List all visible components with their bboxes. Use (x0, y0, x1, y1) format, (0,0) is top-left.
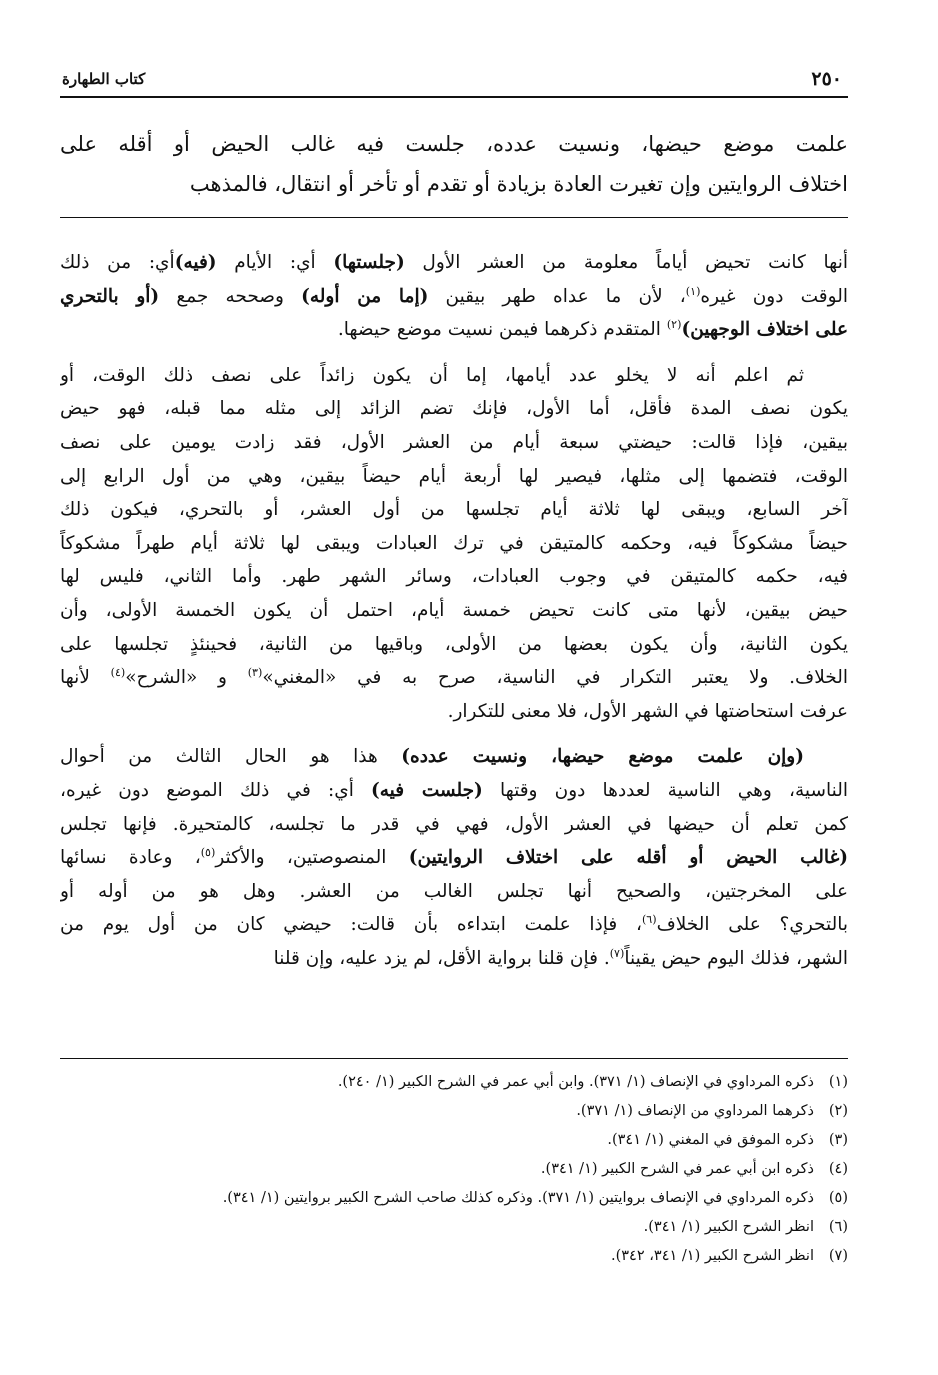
bold-quote: (جلست فيه) (371, 779, 483, 801)
footnote-ref: (١) (685, 284, 701, 298)
footnote-text: ذكره الموفق في المغني (١/ ٣٤١). (607, 1132, 814, 1148)
text-segment: وصححه جمع (159, 285, 302, 307)
text-line (60, 661, 848, 695)
text-line (60, 774, 848, 808)
footnote (60, 1097, 848, 1126)
text-segment: و «الشرح» (125, 667, 248, 689)
text-segment: حيض بيقين، لأنها متى كانت تحيض خمسة أيام، احتمل أن يكون الخمسة الأولى، وأن (60, 599, 848, 621)
text-segment: ، لأن ما عداه طهر بيقين (428, 285, 686, 307)
footnote (60, 1126, 848, 1155)
text-segment: بالتحري؟ على الخلاف (656, 914, 848, 936)
footnote-number: (٤) (828, 1161, 848, 1177)
footnote-number: (٢) (828, 1103, 848, 1119)
footnote (60, 1184, 848, 1213)
text-segment: المنصوصتين، والأكثر (215, 847, 409, 869)
text-segment: على المخرجتين، والصحيح أنها تجلس الغالب من العشر. وهل هو من أوله أو (60, 880, 848, 902)
text-segment: ثم اعلم أنه لا يخلو عدد أيامها، إما أن يكون زائداً على نصف ذلك الوقت، أو (60, 364, 804, 386)
footnotes (60, 1068, 848, 1271)
text-line (60, 942, 848, 976)
text-line (60, 124, 848, 164)
bold-quote: (أو بالتحري (60, 285, 160, 307)
bold-quote: (غالب الحيض أو أقله على اختلاف الروايتين) (408, 847, 848, 869)
footnote-number: (٥) (828, 1190, 848, 1206)
text-line (60, 392, 848, 426)
footnote-number: (٣) (828, 1132, 848, 1148)
footnote-text: انظر الشرح الكبير (١/ ٣٤١). (643, 1219, 814, 1235)
footnote-ref: (٧) (609, 946, 625, 960)
bold-quote: (إما من أوله) (301, 285, 429, 307)
text-segment: بيقين، فإذا قالت: حيضتي سبعة أيام من العشر الأول، فقد زادت يومين على نصف (60, 431, 848, 453)
footnote-number: (١) (828, 1074, 848, 1090)
footnote (60, 1155, 848, 1184)
text-line (60, 908, 848, 942)
text-segment: ، فإذا علمت ابتداءه بأن قالت: حيضي كان من أول يوم من (60, 914, 642, 936)
text-segment: الناسية، وهي الناسية لعددها دون وقتها (482, 779, 848, 801)
footnote-ref: (٦) (641, 913, 657, 927)
text-line (60, 313, 848, 347)
text-segment: أنها كانت تحيض أياماً معلومة من العشر الأول (404, 252, 848, 273)
footnote-ref: (٢) (666, 318, 682, 332)
footnote-text: ذكره المرداوي في الإنصاف بروايتين (١/ ٣٧١). وذكره كذلك صاحب الشرح الكبير بروايتين (١/ ٣٤١). (222, 1190, 814, 1206)
commentary (60, 246, 848, 987)
footnote-divider (60, 1058, 848, 1059)
footnote-text: ذكرهما المرداوي من الإنصاف (١/ ٣٧١). (576, 1103, 814, 1119)
bold-quote: (فيه) (174, 252, 217, 273)
footnote-number: (٦) (828, 1219, 848, 1235)
text-line (60, 695, 848, 729)
text-segment: اختلاف الروايتين وإن تغيرت العادة بزيادة أو تقدم أو تأخر أو انتقال، فالمذهب (189, 172, 848, 196)
text-line (60, 560, 848, 594)
text-line (60, 808, 848, 842)
footnote (60, 1068, 848, 1097)
footnote (60, 1242, 848, 1271)
text-segment: يكون الثانية، وأن يكون بعضها من الأولى، وباقيها من الثانية، فحينئذٍ تجلسها على (60, 633, 848, 655)
text-segment: عرفت استحاضتها في الشهر الأول، فلا معنى للتكرار. (447, 700, 848, 722)
text-line (60, 359, 848, 393)
footnote-ref: (٣) (247, 665, 263, 679)
text-line (60, 841, 848, 875)
text-segment: يكون نصف المدة فأقل، أما الأول، فإنك تضم الزائد إلى مثله مما قبله، فهو حيض (60, 398, 848, 420)
paragraph (60, 124, 848, 204)
text-line (60, 527, 848, 561)
text-line (60, 594, 848, 628)
bold-quote: على اختلاف الوجهين) (681, 319, 848, 341)
text-segment: لأنها (60, 667, 111, 689)
text-segment: حيضاً مشكوكاً فيه، وحكمه كالمتيقن في ترك العبادات ويبقى لها ثلاثة أيام طهراً مشكوكاً (60, 532, 848, 554)
bold-quote: (وإن علمت موضع حيضها، ونسيت عدده) (401, 746, 804, 768)
paragraph (60, 246, 848, 347)
page-number: ٢٥٠ (811, 68, 842, 90)
text-line (60, 628, 848, 662)
text-segment: الوقت دون غيره (700, 285, 848, 307)
footnote-text: ذكره المرداوي في الإنصاف (١/ ٣٧١). وابن أبي عمر في الشرح الكبير (١/ ٢٤٠). (337, 1074, 814, 1090)
footnote (60, 1213, 848, 1242)
text-segment: أي: الأيام (216, 252, 334, 273)
footnote-ref: (٤) (110, 665, 126, 679)
text-segment: المتقدم ذكرهما فيمن نسيت موضع حيضها. (337, 319, 667, 341)
paragraph (60, 359, 848, 729)
text-segment: آخر السابع، ويبقى لها ثلاثة أيام تجلسها من أول العشر، أو بالتحري، فيكون ذلك (60, 499, 848, 521)
text-segment: الشهر، فذلك اليوم حيض يقيناً (624, 947, 848, 969)
text-segment: ، وعادة نسائها (60, 847, 201, 869)
text-segment: . فإن قلنا برواية الأقل، لم يزد عليه، وإن قلنا (273, 947, 610, 969)
text-line (60, 740, 848, 774)
text-line (60, 280, 848, 314)
text-line (60, 460, 848, 494)
text-line (60, 426, 848, 460)
text-segment: كمن تعلم أن حيضها في العشر الأول، فهي في قدر ما تجلسه، كالمتحيرة. فإنها تجلس (60, 813, 848, 835)
footnote-text: ذكره ابن أبي عمر في الشرح الكبير (١/ ٣٤١). (540, 1161, 814, 1177)
text-segment: الخلاف. ولا يعتبر التكرار في الناسية، صرح به في «المغني» (262, 667, 848, 689)
text-segment: علمت موضع حيضها، ونسيت عدده، جلست فيه غالب الحيض أو أقله على (60, 132, 848, 156)
text-segment: الوقت، فتضمها إلى مثلها، فيصير لها أربعة أيام حيضاً بيقين، وهي من أول الرابع إلى (60, 465, 848, 487)
text-line (60, 164, 848, 204)
footnote-ref: (٥) (200, 845, 216, 859)
text-line (60, 493, 848, 527)
paragraph (60, 740, 848, 975)
text-segment: أي: في ذلك الموضع دون غيره، (60, 779, 371, 801)
text-segment: هذا هو الحال الثالث من أحوال (60, 746, 402, 768)
text-segment: أي: من ذلك (60, 252, 175, 273)
text-line (60, 246, 848, 280)
book-title: كتاب الطهارة (62, 70, 146, 88)
main-text (60, 124, 848, 204)
text-line (60, 875, 848, 909)
running-header (60, 68, 848, 98)
footnote-text: انظر الشرح الكبير (١/ ٣٤١، ٣٤٢). (610, 1248, 814, 1264)
bold-quote: (جلستها) (333, 252, 405, 273)
text-segment: فيه، حكمه كالمتيقن في وجوب العبادات، وسائر الشهر طهر. وأما الثاني، فليس لها (60, 566, 848, 588)
footnote-number: (٧) (828, 1248, 848, 1264)
main-text-divider (60, 217, 848, 218)
